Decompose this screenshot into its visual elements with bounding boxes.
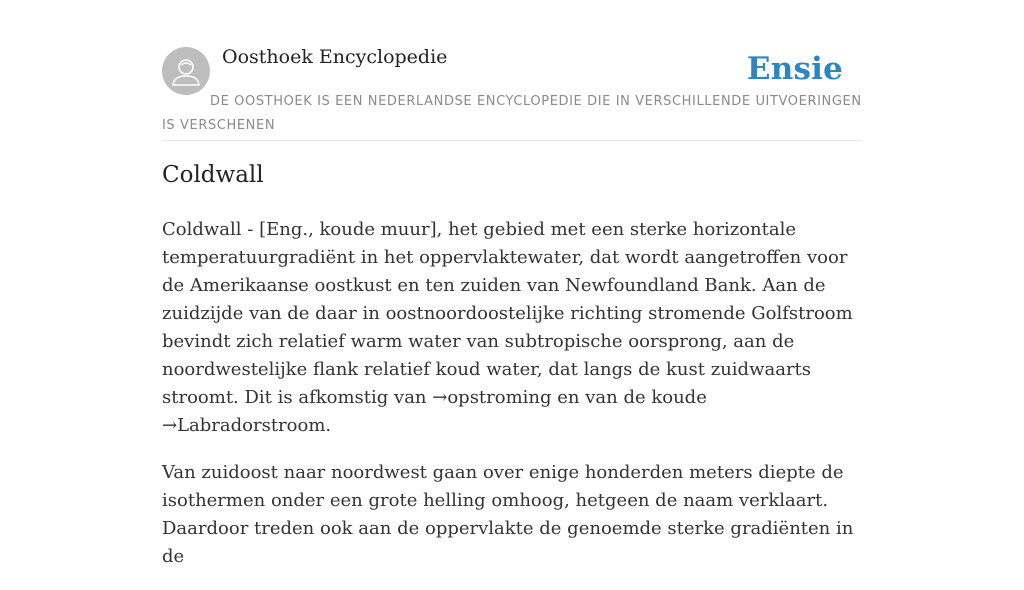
article-paragraph: Van zuidoost naar noordwest gaan over enige honderden meters diepte de isothermen onder een grote helling omhoog, hetgeen de naam verklaart. Daardoor treden ook aan de oppervlakte de genoemde sterke gradiënten in de [162,462,854,567]
link-labradorstroom[interactable]: →Labradorstroom [162,415,326,436]
avatar[interactable] [162,47,210,95]
source-header [162,40,862,141]
page-title: Coldwall [162,162,264,188]
paragraph-text: en van de koude [551,387,707,408]
source-name[interactable]: Oosthoek Encyclopedie [222,46,448,68]
article-body [162,216,862,590]
brand-logo[interactable]: Ensie [746,51,843,87]
source-tagline: DE OOSTHOEK IS EEN NEDERLANDSE ENCYCLOPEDIE DIE IN VERSCHILLENDE UITVOERINGEN IS VERSCHENEN [162,94,862,133]
user-icon [162,47,210,95]
article-paragraph [162,216,862,440]
paragraph-text: Coldwall - [Eng., koude muur], het gebied met een sterke horizontale temperatuurgradiënt in het oppervlaktewater, dat wordt aangetroffen voor de Amerikaanse oostkust en ten zuiden van Newfoundland Bank. Aan de zuidzijde van de daar in oostnoordoostelijke richting stromende Golfstroom bevindt zich relatief warm water van subtropische oorsprong, aan de noordwestelijke flank relatief koud water, dat langs de kust zuidwaarts stroomt. Dit is afkomstig van [162,219,853,408]
link-opstroming[interactable]: →opstroming [432,387,552,408]
paragraph-text: . [325,415,332,436]
